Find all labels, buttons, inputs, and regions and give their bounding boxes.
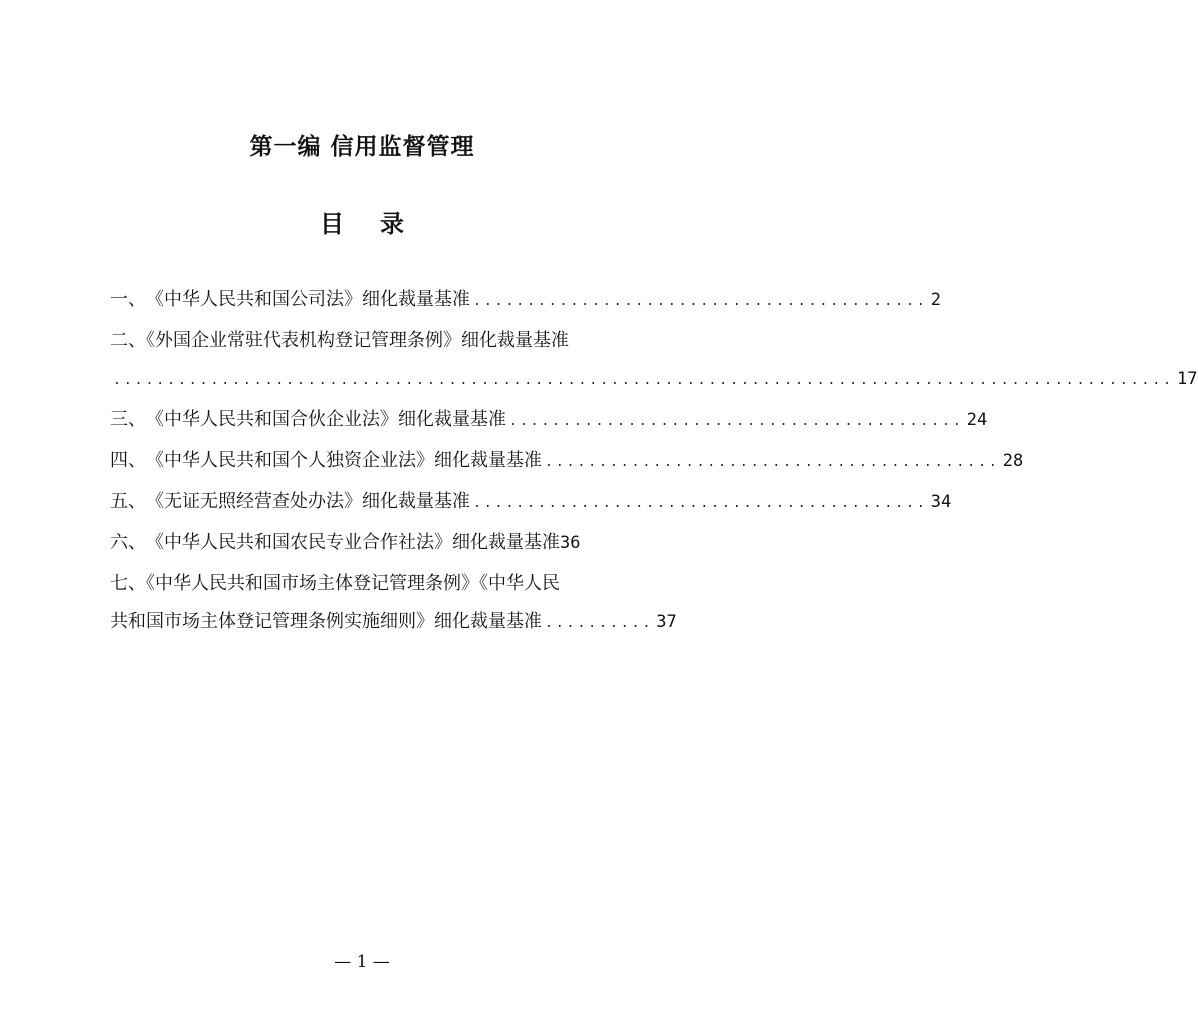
- toc-entry-7[interactable]: [110, 565, 615, 603]
- toc-entry-title: 《无证无照经营查处办法》细化裁量基准: [146, 491, 470, 512]
- toc-entry-page: 36: [560, 533, 581, 553]
- toc-entry-page: 37: [656, 612, 677, 632]
- leader-dots: ..........................................: [545, 455, 1000, 470]
- toc-entry-2[interactable]: [110, 322, 615, 360]
- toc-entry-6[interactable]: [110, 524, 615, 562]
- toc-entry-7-line2[interactable]: [110, 603, 677, 641]
- toc-entry-title: 《中华人民共和国个人独资企业法》细化裁量基准: [146, 450, 542, 471]
- toc-entry-title-line1: 二、《外国企业常驻代表机构登记管理条例》细化裁量基准: [110, 330, 569, 351]
- toc-entry-page: 34: [930, 492, 952, 512]
- toc-entry-number: 三、: [110, 409, 146, 430]
- toc-entry-page: 24: [966, 410, 988, 430]
- toc-entry-3[interactable]: [110, 401, 988, 439]
- table-of-contents: [110, 281, 1198, 641]
- leader-dots: ..................................................................................................: [113, 373, 1175, 388]
- toc-title: 目录: [320, 210, 440, 238]
- leader-dots: ..........................................: [509, 414, 964, 429]
- toc-entry-number: 四、: [110, 450, 146, 471]
- toc-entry-title: 《中华人民共和国农民专业合作社法》细化裁量基准: [146, 532, 560, 553]
- toc-entry-page: 28: [1002, 451, 1024, 471]
- leader-dots: ..........................................: [473, 294, 928, 309]
- toc-entry-1[interactable]: [110, 281, 941, 319]
- leader-dots: ..........................................: [473, 496, 928, 511]
- toc-entry-title: 《中华人民共和国公司法》细化裁量基准: [146, 289, 470, 310]
- toc-entry-page: 2: [930, 290, 941, 310]
- toc-entry-2-leader[interactable]: [110, 360, 1198, 398]
- toc-entry-5[interactable]: [110, 483, 952, 521]
- toc-entry-number: 六、: [110, 532, 146, 553]
- page-number-footer: — 1 —: [334, 952, 390, 972]
- toc-entry-number: 一、: [110, 289, 146, 310]
- leader-dots: ..........: [545, 616, 654, 631]
- toc-entry-number: 五、: [110, 491, 146, 512]
- toc-entry-title-line2: 共和国市场主体登记管理条例实施细则》细化裁量基准: [110, 611, 542, 632]
- toc-entry-title: 《中华人民共和国合伙企业法》细化裁量基准: [146, 409, 506, 430]
- part-title: 第一编 信用监督管理: [249, 134, 475, 160]
- toc-entry-4[interactable]: [110, 442, 1024, 480]
- toc-entry-page: 17: [1177, 369, 1198, 389]
- toc-entry-title-line1: 七、《中华人民共和国市场主体登记管理条例》《中华人民: [110, 573, 560, 594]
